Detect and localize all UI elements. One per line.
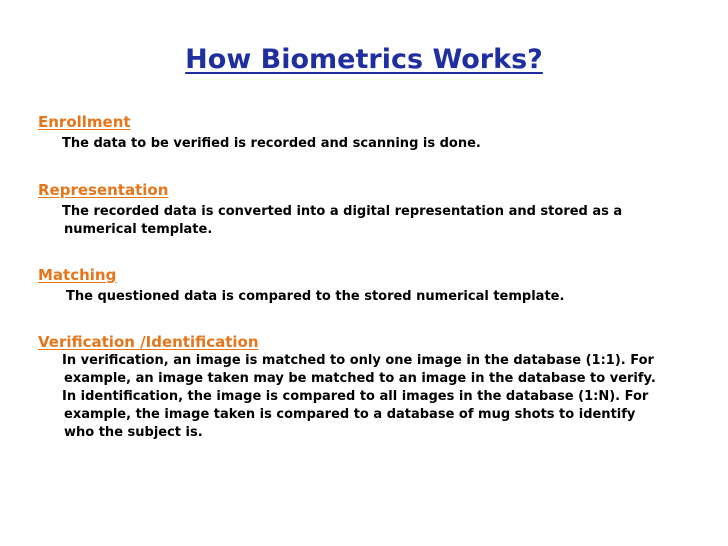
body-line: who the subject is.	[64, 425, 203, 440]
body-line: In verification, an image is matched to only one image in the database (1:1). For	[62, 353, 654, 368]
body-line: example, the image taken is compared to a database of mug shots to identify	[64, 407, 636, 422]
section-heading-representation: Representation	[38, 181, 169, 199]
section-body-representation	[38, 203, 698, 239]
body-line: The questioned data is compared to the stored numerical template.	[66, 289, 565, 304]
section-body-matching	[38, 288, 698, 306]
body-line: In identification, the image is compared to all images in the database (1:N). For	[62, 389, 649, 404]
section-heading-enrollment: Enrollment	[38, 113, 131, 131]
section-enrollment	[38, 112, 698, 153]
body-line: The recorded data is converted into a digital representation and stored as a	[62, 204, 623, 219]
section-heading-matching: Matching	[38, 266, 117, 284]
section-heading-verification-identification: Verification /Identification	[38, 333, 259, 351]
body-line: numerical template.	[64, 222, 213, 237]
section-verification-identification	[38, 332, 698, 442]
section-representation	[38, 180, 698, 239]
section-matching	[38, 265, 698, 306]
section-body-verification-identification	[38, 352, 698, 442]
section-body-enrollment	[38, 135, 698, 153]
slide-title: How Biometrics Works?	[185, 44, 543, 75]
body-line: example, an image taken may be matched to an image in the database to verify.	[64, 371, 656, 386]
body-line: The data to be verified is recorded and scanning is done.	[62, 136, 481, 151]
